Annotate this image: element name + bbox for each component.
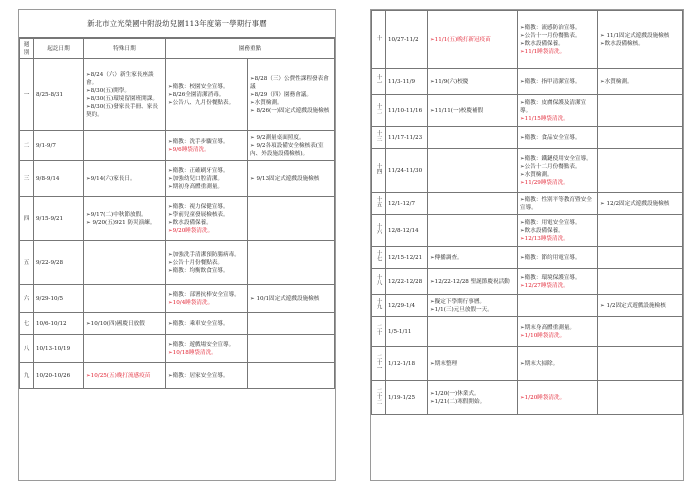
date-range: 11/10-11/16 [386,95,428,127]
special-dates-cell [84,131,166,161]
schedule-item: ➢衛教：部署抗棒安全宣導。 [168,291,240,298]
week-number [372,247,386,269]
highlighted-item: ➢12/27睡袋清洗。 [520,282,569,289]
schedule-item: ➢衛教：流感防治宣導。 [520,24,581,31]
schedule-item: ➢加強洗手清潔預防腸病毒。 [168,251,240,258]
special-dates-cell [428,69,518,95]
schedule-item: ➢ 12/2固定式遊戲設施檢核 [600,200,670,207]
date-range: 9/22-9/28 [34,241,84,285]
week-label: 八 [23,345,30,352]
schedule-item: ➢ 11/1固定式遊戲設施檢核 [600,32,670,39]
calendar-row [372,347,683,381]
focus-extra-cell [598,381,683,415]
calendar-row [20,197,335,241]
schedule-item: ➢衛教：正確刷牙宣導。 [168,167,229,174]
date-range: 9/8-9/14 [34,161,84,197]
week-label: 十 [375,35,382,41]
week-label: 二十一 [375,353,382,371]
week-label: 十六 [375,223,382,235]
schedule-item: ➢水質檢測。 [250,99,283,106]
focus-cell [518,347,598,381]
calendar-row [20,59,335,131]
schedule-item: ➢公告十月份餐點表。 [168,259,224,266]
schedule-item: ➢衛教：指甲清潔宣導。 [520,78,581,85]
week-label: 六 [23,295,30,302]
focus-extra-cell [248,59,335,131]
schedule-item: ➢ 1/2固定式遊戲設施檢核 [600,302,666,309]
calendar-row [372,11,683,69]
focus-extra-cell [248,241,335,285]
focus-cell [166,363,248,389]
schedule-item: ➢11/11(一)校慶補假 [430,107,484,114]
week-number [20,241,34,285]
calendar-row [20,313,335,335]
week-number [20,197,34,241]
date-range: 1/5-1/11 [386,317,428,347]
special-dates-cell [84,313,166,335]
special-dates-cell [428,347,518,381]
highlighted-item: ➢10/25(五)晚打流感疫苗 [86,372,151,379]
schedule-item: ➢飲水設備保養。 [520,227,564,234]
date-range: 12/1-12/7 [386,193,428,215]
week-label: 二十二 [375,387,382,405]
focus-extra-cell [598,317,683,347]
special-dates-cell [428,11,518,69]
special-dates-cell [428,381,518,415]
schedule-item: ➢8/28（三）公費性課程發表會議 [250,75,329,90]
schedule-item: ➢衛教：均衡飲食宣導。 [168,267,229,274]
special-dates-cell [428,269,518,295]
special-dates-cell [84,285,166,313]
date-range: 11/24-11/30 [386,149,428,193]
date-range: 12/22-12/28 [386,269,428,295]
highlighted-item: ➢9/20睡袋清洗。 [168,227,214,234]
dates-header: 起訖日期 [34,39,84,59]
focus-cell [518,269,598,295]
schedule-item: ➢飲水設備保養。 [520,40,564,47]
special-dates-cell [428,149,518,193]
schedule-item: ➢飲水設備檢核。 [600,40,644,47]
special-dates-header: 特殊日期 [84,39,166,59]
special-dates-cell [84,59,166,131]
schedule-item: ➢1/20(一)休業式。 [430,390,480,397]
week-number [372,127,386,149]
schedule-item: ➢擬定下學期行事曆。 [430,298,486,305]
focus-extra-cell [598,69,683,95]
week-label: 十五 [375,196,382,208]
week-number [372,95,386,127]
week-number [20,59,34,131]
week-number [20,363,34,389]
calendar-row [20,363,335,389]
week-label: 七 [23,320,30,327]
week-number [20,285,34,313]
calendar-row [372,381,683,415]
focus-cell [518,69,598,95]
highlighted-item: ➢10/4睡袋清洗。 [168,299,214,306]
calendar-row [20,285,335,313]
schedule-item: ➢11/9(六)校慶 [430,78,469,85]
focus-extra-cell [248,197,335,241]
week-header: 週別 [20,39,34,59]
schedule-item: ➢衛教：居家安全宣導。 [168,372,229,379]
calendar-row [20,161,335,197]
calendar-table-right [371,10,683,415]
calendar-row [20,241,335,285]
focus-extra-cell [598,95,683,127]
date-range: 12/15-12/21 [386,247,428,269]
schedule-item: ➢8/24（六）新生家長座談會。 [86,71,154,86]
focus-extra-cell [598,127,683,149]
week-number [372,347,386,381]
highlighted-item: ➢11/29睡袋清洗。 [520,179,569,186]
week-number [372,69,386,95]
focus-extra-cell [598,269,683,295]
schedule-item: ➢ 10/1固定式遊戲設施檢核 [250,295,320,302]
week-label: 十二 [375,103,382,115]
calendar-row [372,127,683,149]
schedule-item: ➢飲水設備保養。 [168,219,212,226]
highlighted-item: ➢12/13睡袋清洗。 [520,235,569,242]
focus-cell [518,149,598,193]
week-label: 一 [23,91,30,98]
week-number [372,11,386,69]
week-label: 十一 [375,74,382,86]
schedule-item: ➢衛教：校園安全宣導。 [168,83,229,90]
calendar-title: 新北市立光榮國中附設幼兒園113年度第一學期行事曆 [19,10,335,38]
date-range: 9/29-10/5 [34,285,84,313]
week-number [372,193,386,215]
focus-cell [518,381,598,415]
schedule-item: ➢學前兒童發展檢核表。 [168,211,229,218]
schedule-item: ➢衛教：用電安全宣導。 [520,219,581,226]
focus-extra-cell [248,313,335,335]
schedule-item: ➢加強幼兒口腔清潔。 [168,175,224,182]
schedule-item: ➢10/10(四)國慶日放假 [86,320,145,327]
date-range: 11/3-11/9 [386,69,428,95]
highlighted-item: ➢10/18睡袋清洗。 [168,349,217,356]
date-range: 12/8-12/14 [386,215,428,247]
schedule-item: ➢9/14(六)家長日。 [86,175,136,182]
special-dates-cell [84,241,166,285]
date-range: 1/19-1/25 [386,381,428,415]
week-label: 十四 [375,163,382,175]
calendar-row [372,269,683,295]
special-dates-cell [428,95,518,127]
highlighted-item: ➢11/15睡袋清洗。 [520,115,569,122]
focus-extra-cell [598,347,683,381]
schedule-item: ➢ 9/2各項設備安全檢核表(室內、外設施設備檢核)。 [250,142,324,157]
calendar-body-right [372,11,683,415]
schedule-item: ➢8/30(五)開學。 [86,87,130,94]
schedule-item: ➢水質檢測。 [520,171,553,178]
date-range: 8/25-8/31 [34,59,84,131]
schedule-item: ➢衛教：皮膚保護及清潔宣導。 [520,99,587,114]
schedule-item: ➢8/30(五)環境留園班開課。 [86,95,158,102]
schedule-item: ➢8/29（四）園務會議。 [250,91,312,98]
week-number [372,295,386,317]
highlighted-item: ➢1/10睡袋清洗。 [520,332,566,339]
focus-extra-cell [598,149,683,193]
special-dates-cell [84,197,166,241]
schedule-item: ➢衛教：乘車安全宣導。 [168,320,229,327]
calendar-table-left [19,38,335,389]
week-label: 二十 [375,324,382,336]
schedule-item: ➢ 9/20(五)921 防災演練。 [86,219,156,226]
schedule-item: ➢8/26全園清潔消毒。 [168,91,225,98]
focus-cell [518,295,598,317]
week-number [372,215,386,247]
schedule-item: ➢1/21(二)寒假開始。 [430,398,486,405]
calendar-row [20,131,335,161]
focus-cell [518,127,598,149]
focus-cell [518,193,598,215]
schedule-item: ➢衛教：食品安全宣導。 [520,134,581,141]
schedule-item: ➢水質檢測。 [600,78,633,85]
special-dates-cell [428,317,518,347]
schedule-item: ➢公告十一月份餐點表。 [520,32,581,39]
focus-cell [166,197,248,241]
calendar-row [372,215,683,247]
calendar-row [372,247,683,269]
schedule-item: ➢期末整理 [430,360,458,367]
week-number [20,335,34,363]
date-range: 11/17-11/23 [386,127,428,149]
focus-extra-cell [598,215,683,247]
focus-extra-cell [248,161,335,197]
schedule-item: ➢衛教：洗手步驟宣導。 [168,138,229,145]
week-label: 十九 [375,298,382,310]
focus-cell [166,59,248,131]
date-range: 12/29-1/4 [386,295,428,317]
focus-cell [166,335,248,363]
highlighted-item: ➢11/1(五)晚打新冠疫苗 [430,36,491,43]
schedule-item: ➢9/17(二)中秋節放假。 [86,211,147,218]
focus-cell [518,247,598,269]
special-dates-cell [428,127,518,149]
schedule-item: ➢傳播調查。 [430,254,463,261]
special-dates-cell [428,215,518,247]
schedule-item: ➢衛教：遊戲場安全宣導。 [168,341,235,348]
focus-cell [518,11,598,69]
date-range: 9/1-9/7 [34,131,84,161]
date-range: 10/20-10/26 [34,363,84,389]
date-range: 1/12-1/18 [386,347,428,381]
date-range: 9/15-9/21 [34,197,84,241]
focus-extra-cell [248,335,335,363]
focus-header: 園務重點 [166,39,335,59]
week-label: 九 [23,372,30,379]
week-number [20,161,34,197]
schedule-item: ➢ 8/26(一)固定式遊戲設施檢核 [250,107,330,114]
calendar-page-left [18,9,336,481]
focus-extra-cell [248,285,335,313]
schedule-item: ➢12/22-12/28 聖誕節慶祝活動 [430,278,510,285]
week-number [20,131,34,161]
schedule-item: ➢衛教：節約用電宣導。 [520,254,581,261]
focus-extra-cell [598,247,683,269]
highlighted-item: ➢9/6睡袋清洗。 [168,146,210,153]
date-range: 10/27-11/2 [386,11,428,69]
focus-cell [166,161,248,197]
focus-cell [166,241,248,285]
week-label: 十八 [375,274,382,286]
calendar-page-right [370,9,684,481]
schedule-item: ➢衛教：視力保健宣導。 [168,203,229,210]
focus-extra-cell [598,11,683,69]
calendar-row [372,317,683,347]
schedule-item: ➢1/1(三)元旦放假一天。 [430,306,493,313]
date-range: 10/13-10/19 [34,335,84,363]
schedule-item: ➢衛教：環境保護宣導。 [520,274,581,281]
calendar-row [20,335,335,363]
schedule-item: ➢期初身高體重測量。 [168,183,224,190]
week-number [372,317,386,347]
focus-extra-cell [248,131,335,161]
week-label: 十三 [375,130,382,142]
calendar-row [372,149,683,193]
special-dates-cell [84,363,166,389]
calendar-row [372,69,683,95]
schedule-item: ➢期末身高體重測量。 [520,324,576,331]
schedule-item: ➢公告十二月份餐點表。 [520,163,581,170]
focus-cell [166,285,248,313]
schedule-item: ➢衛教：性別平等教育暨安全宣導。 [520,196,592,211]
special-dates-cell [84,161,166,197]
week-number [20,313,34,335]
week-number [372,269,386,295]
special-dates-cell [428,295,518,317]
schedule-item: ➢公告八、九月份餐點表。 [168,99,235,106]
highlighted-item: ➢11/1睡袋清洗。 [520,48,566,55]
special-dates-cell [84,335,166,363]
week-label: 五 [23,259,30,266]
calendar-row [372,95,683,127]
calendar-row [372,193,683,215]
week-label: 二 [23,142,30,149]
focus-extra-cell [598,295,683,317]
focus-extra-cell [598,193,683,215]
schedule-item: ➢8/30(五)發家長手冊、家長契約。 [86,103,158,118]
focus-cell [518,317,598,347]
schedule-item: ➢ 9/13固定式遊戲設施檢核 [250,175,320,182]
special-dates-cell [428,193,518,215]
week-number [372,381,386,415]
week-number [372,149,386,193]
focus-cell [166,131,248,161]
calendar-body-left [20,59,335,389]
focus-extra-cell [248,363,335,389]
date-range: 10/6-10/12 [34,313,84,335]
week-label: 四 [23,215,30,222]
special-dates-cell [428,247,518,269]
focus-cell [518,215,598,247]
focus-cell [166,313,248,335]
week-label: 三 [23,175,30,182]
schedule-item: ➢期末大掃除。 [520,360,559,367]
highlighted-item: ➢1/20睡袋清洗。 [520,394,566,401]
focus-cell [518,95,598,127]
calendar-row [372,295,683,317]
schedule-item: ➢衛教：鐵鏈使用安全宣導。 [520,155,592,162]
schedule-item: ➢ 9/2測量桌面照度。 [250,134,305,141]
week-label: 十七 [375,250,382,262]
